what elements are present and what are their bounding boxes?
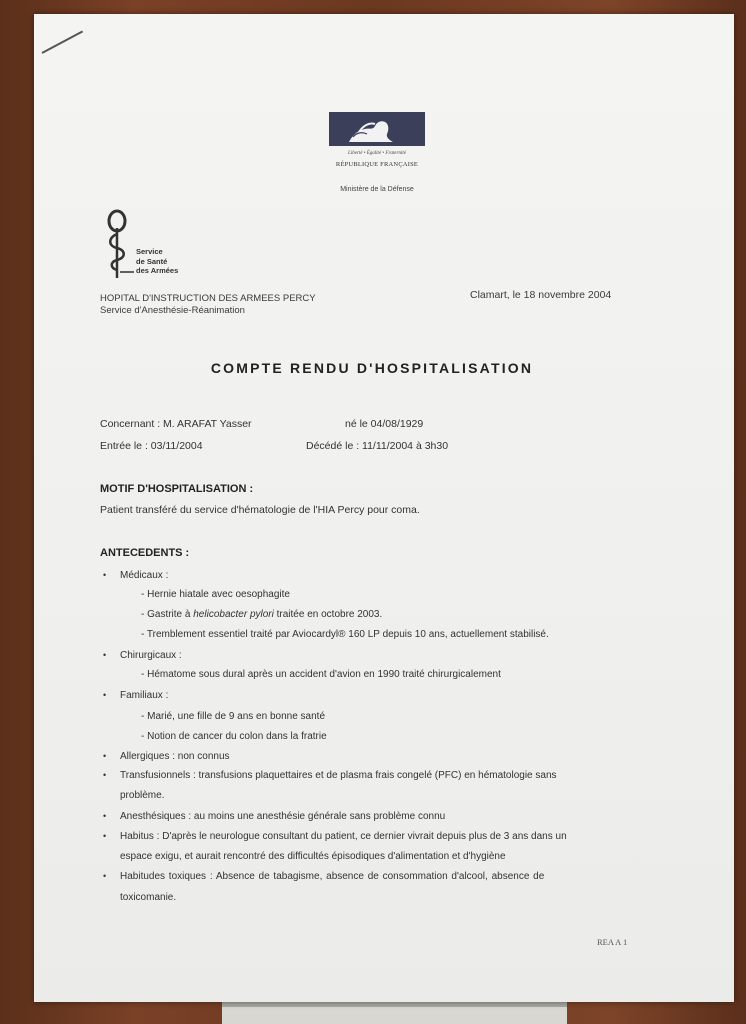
page-reference: REA A 1 [597, 937, 628, 947]
republic-motto: Liberté • Égalité • Fraternité [348, 151, 406, 156]
chirurgicaux-item-1: - Hématome sous dural après un accident d'avion en 1990 traité chirurgicalement [141, 669, 501, 680]
admission-date: Entrée le : 03/11/2004 [100, 440, 203, 452]
familiaux-item-1: - Marié, une fille de 9 ans en bonne santé [141, 711, 326, 722]
document-page [34, 14, 734, 1002]
bullet-icon: • [103, 811, 107, 821]
familiaux-label: Familiaux : [120, 690, 169, 701]
bullet-icon: • [103, 570, 107, 580]
bullet-icon: • [103, 831, 107, 841]
medicaux-label: Médicaux : [120, 570, 169, 581]
allergiques-item: Allergiques : non connus [120, 751, 230, 762]
medicaux-item-3: - Tremblement essentiel traité par Aviocardyl® 160 LP depuis 10 ans, actuellement stabilisé. [141, 629, 549, 640]
marianne-logo [329, 112, 425, 146]
medicaux-item-2-post: traitée en octobre 2003. [273, 609, 383, 620]
ssa-label-line-2: de Santé [136, 256, 168, 266]
habitus-line-1: Habitus : D'après le neurologue consultant du patient, ce dernier vivrait depuis plus de 3 ans dans un [120, 831, 567, 842]
death-date: Décédé le : 11/11/2004 à 3h30 [306, 440, 449, 452]
ssa-label [136, 247, 178, 276]
medicaux-item-2-pre: - Gastrite à [141, 609, 194, 620]
caduceus-icon [106, 208, 136, 280]
antecedents-title: ANTECEDENTS : [100, 547, 190, 559]
toxiques-line-1: Habitudes toxiques : Absence de tabagisme, absence de consommation d'alcool, absence de [120, 871, 545, 882]
transfusionnels-line-1: Transfusionnels : transfusions plaquettaires et de plasma frais congelé (PFC) en hématologie sans [120, 770, 557, 781]
ssa-label-line-1: Service [136, 247, 163, 256]
birth-date: né le 04/08/1929 [345, 418, 424, 430]
pen-mark [42, 31, 84, 54]
medicaux-item-2-italic: helicobacter pylori [193, 609, 274, 620]
ministry-label: Ministère de la Défense [340, 186, 414, 193]
bullet-icon: • [103, 770, 107, 780]
anesthesiques-item: Anesthésiques : au moins une anesthésie générale sans problème connu [120, 811, 446, 822]
patient-name: Concernant : M. ARAFAT Yasser [100, 418, 252, 430]
document-stand-shadow [222, 1002, 567, 1007]
toxiques-line-2: toxicomanie. [120, 892, 177, 903]
transfusionnels-line-2: problème. [120, 790, 165, 801]
document-title: COMPTE RENDU D'HOSPITALISATION [210, 360, 534, 376]
ssa-label-line-3: des Armées [136, 266, 179, 275]
medicaux-item-2 [141, 609, 382, 620]
bullet-icon: • [103, 690, 107, 700]
motif-text: Patient transféré du service d'hématologie de l'HIA Percy pour coma. [100, 504, 420, 516]
motif-title: MOTIF D'HOSPITALISATION : [100, 483, 254, 495]
chirurgicaux-label: Chirurgicaux : [120, 650, 182, 661]
bullet-icon: • [103, 650, 107, 660]
hospital-service: Service d'Anesthésie-Réanimation [100, 305, 245, 316]
bullet-icon: • [103, 751, 107, 761]
place-date: Clamart, le 18 novembre 2004 [470, 289, 612, 301]
hospital-name: HOPITAL D'INSTRUCTION DES ARMEES PERCY [100, 293, 316, 304]
republique-francaise-label: RÉPUBLIQUE FRANÇAISE [335, 161, 419, 168]
hospital-header [100, 293, 316, 317]
bullet-icon: • [103, 871, 107, 881]
medicaux-item-1: - Hernie hiatale avec oesophagite [141, 589, 290, 600]
familiaux-item-2: - Notion de cancer du colon dans la fratrie [141, 731, 327, 742]
habitus-line-2: espace exigu, et aurait rencontré des difficultés épisodiques d'alimentation et d'hygiène [120, 851, 506, 862]
